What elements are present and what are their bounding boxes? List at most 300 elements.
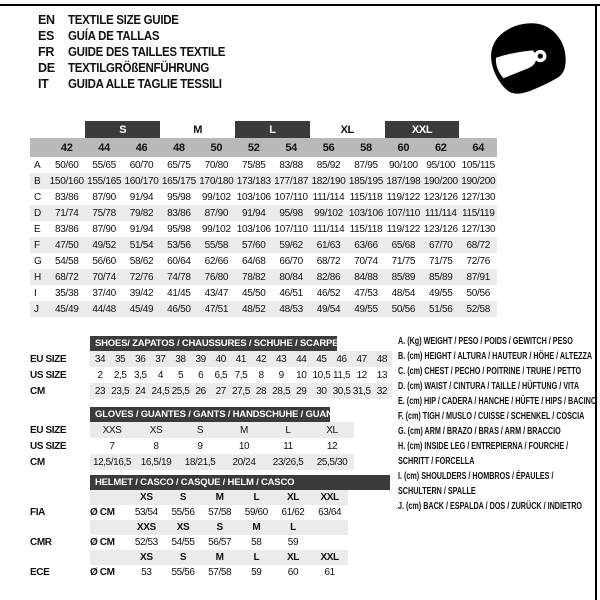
legend-line: SCHRITT / FORCELLA (398, 456, 475, 467)
size-value-cell: 115/118 (349, 191, 383, 203)
size-value-cell: 53/56 (160, 237, 197, 253)
helmet-value-cell: 57/58 (208, 567, 232, 578)
helmet-value-cell: 61 (324, 567, 335, 578)
language-code: DE (38, 61, 55, 75)
size-value-cell: 39/42 (129, 287, 154, 299)
size-value-cell: 59/62 (272, 237, 309, 253)
size-value-cell: 12 (356, 369, 367, 381)
size-value-cell: 91/94 (129, 191, 154, 203)
size-value-cell: 16,5/19 (134, 454, 178, 470)
size-value-cell: 68/72 (48, 269, 85, 285)
size-column-header: 64 (459, 138, 497, 157)
helmet-size-label: XL (275, 490, 312, 505)
helmet-section-header: HELMET / CASCO / CASQUE / HELM / CASCO (90, 475, 390, 490)
helmet-value-cell: 59 (287, 537, 299, 548)
row-letter: C (34, 191, 41, 203)
size-value-cell: 32 (372, 383, 392, 399)
helmet-standard-row (30, 505, 348, 520)
size-column-header: 58 (347, 138, 384, 157)
spacer-cell (30, 121, 85, 138)
diameter-unit-label: Ø CM (90, 567, 115, 578)
size-value-cell: 107/110 (274, 223, 308, 235)
helmet-size-row (30, 550, 348, 565)
size-value-cell: 44/48 (85, 301, 122, 317)
language-row (38, 28, 239, 44)
size-value-cell: 48/54 (391, 287, 416, 299)
size-column-header: 60 (385, 138, 422, 157)
helmet-size-label: XXL (311, 550, 348, 565)
size-value-cell: 79/82 (123, 205, 160, 221)
size-value-cell: 150/160 (48, 173, 85, 189)
size-value-cell: 83/86 (160, 205, 197, 221)
helmet-size-label: L (238, 550, 275, 565)
helmet-value-cell: 55/56 (171, 567, 195, 578)
spacer-cell (459, 121, 497, 138)
size-value-cell: 190/200 (459, 173, 497, 189)
size-value-cell: 185/195 (347, 173, 384, 189)
size-value-cell: 91/94 (235, 205, 272, 221)
size-value-cell: 8 (153, 440, 159, 452)
size-value-cell: 13 (376, 369, 388, 381)
size-value-cell: 41 (231, 351, 251, 367)
helmet-size-label: XS (165, 520, 202, 535)
size-value-cell: 85/89 (385, 269, 422, 285)
size-value-cell: 8 (258, 369, 264, 381)
helmet-size-label: M (238, 520, 275, 535)
language-row (38, 44, 239, 60)
size-row (30, 438, 354, 454)
size-group-row (30, 121, 497, 138)
legend-line: J. (cm) BACK / ESPALDA / DOS / ZURÜCK / INDIETRO (398, 501, 583, 512)
size-value-cell: 20/24 (222, 454, 266, 470)
size-value-cell: 182/190 (310, 173, 347, 189)
helmet-size-label: S (165, 550, 202, 565)
size-value-cell: 48 (372, 351, 392, 367)
size-column-header: 56 (310, 138, 347, 157)
size-column-header: 52 (235, 138, 272, 157)
size-value-cell: 85/92 (316, 159, 341, 171)
size-value-cell: 51/56 (422, 301, 459, 317)
size-value-cell: 30,5 (332, 383, 352, 399)
size-value-cell: 83/86 (54, 223, 79, 235)
size-value-cell: 36 (130, 351, 150, 367)
helmet-value-cell: 53 (141, 567, 152, 578)
size-value-cell: 87/90 (92, 191, 116, 203)
helmet-size-label: L (238, 490, 275, 505)
size-value-cell: 84/88 (347, 269, 384, 285)
size-value-cell: 123/126 (423, 191, 458, 203)
helmet-size-label: XL (275, 550, 312, 565)
language-title: GUIDA ALLE TAGLIE TESSILI (68, 77, 222, 91)
size-value-cell: 50/56 (385, 301, 422, 317)
helmet-value-cell (311, 535, 348, 550)
size-group-label: S (85, 121, 160, 138)
gloves-section (30, 407, 354, 470)
size-value-cell: 39 (191, 351, 211, 367)
language-row (38, 12, 239, 28)
size-value-cell: 51/54 (123, 237, 160, 253)
size-value-cell: 23/26,5 (266, 454, 310, 470)
helmet-size-row (30, 490, 348, 505)
size-value-cell: 71/74 (48, 205, 85, 221)
size-row (30, 383, 392, 399)
helmet-section (30, 475, 390, 580)
size-value-cell: M (222, 422, 266, 438)
helmet-value-cell: 55/56 (171, 507, 195, 518)
size-value-cell: 87/90 (198, 205, 235, 221)
size-value-cell: 47 (352, 351, 372, 367)
size-value-cell: 58/62 (129, 255, 154, 267)
size-value-cell: 46/52 (316, 287, 341, 299)
legend-line: E. (cm) HIP / CADERA / HANCHE / HÜFTE / HIPS / BACINO (398, 396, 597, 407)
size-value-cell: 46 (332, 351, 352, 367)
diameter-unit-label: Ø CM (90, 507, 115, 518)
helmet-size-label: XXS (128, 520, 165, 535)
size-value-cell: 18/21,5 (178, 454, 222, 470)
size-value-cell: 65/75 (167, 159, 191, 171)
measurement-row (30, 189, 497, 205)
size-value-cell: 115/119 (459, 205, 497, 221)
shoes-section-header: SHOES/ ZAPATOS / CHAUSSURES / SCHUHE / SCARPE (90, 336, 337, 351)
racing-helmet-icon (487, 12, 569, 110)
shoes-size-table (30, 351, 392, 399)
size-value-cell: 60/64 (167, 255, 191, 267)
size-value-cell: 65/68 (385, 237, 422, 253)
size-value-cell: 70/80 (204, 159, 229, 171)
spacer-cell (90, 520, 128, 535)
spacer-cell (30, 490, 90, 505)
size-value-cell: 111/114 (312, 191, 345, 203)
size-value-cell: 48/53 (272, 301, 309, 317)
measurement-row (30, 285, 497, 301)
size-value-cell: 103/106 (236, 223, 271, 235)
size-value-cell: 155/165 (85, 173, 122, 189)
helmet-value-cell: 58 (251, 537, 262, 548)
row-letter: H (30, 269, 48, 285)
size-value-cell: 6,5 (214, 369, 228, 381)
size-value-cell: 2,5 (113, 369, 127, 381)
size-value-cell: 45/49 (48, 301, 85, 317)
size-value-cell: 75/85 (241, 159, 266, 171)
size-value-cell: 11 (283, 440, 293, 452)
measurement-row (30, 157, 497, 173)
size-value-cell: 107/110 (385, 205, 422, 221)
size-group-label: XXL (385, 121, 460, 138)
standard-label: ECE (30, 565, 90, 580)
legend-line: B. (cm) HEIGHT / ALTURA / HAUTEUR / HÖHE / ALTEZZA (398, 351, 593, 362)
size-value-cell: 6 (198, 369, 204, 381)
size-value-cell: 12 (326, 440, 338, 452)
size-value-cell: 160/170 (123, 173, 160, 189)
legend-line: G. (cm) ARM / BRAZO / BRAS / ARM / BRACCIO (398, 426, 561, 437)
spacer-cell (30, 138, 48, 157)
size-value-cell: 9 (278, 369, 284, 381)
size-value-cell: 47/50 (48, 237, 85, 253)
size-value-cell: 3,5 (133, 369, 147, 381)
helmet-standard-row (30, 565, 348, 580)
size-value-cell: 80/84 (272, 269, 309, 285)
language-title: TEXTILGRÖßENFÜHRUNG (68, 61, 210, 75)
size-value-cell: 7 (109, 440, 115, 452)
size-value-cell: 29 (291, 383, 311, 399)
helmet-value-cell: 56/57 (208, 537, 232, 548)
top-border-line (0, 4, 600, 6)
size-value-cell: 47/53 (354, 287, 378, 299)
size-value-cell: 177/187 (272, 173, 309, 189)
standard-label: CMR (30, 535, 90, 550)
size-value-cell: 23 (90, 383, 110, 399)
spacer-cell (30, 520, 90, 535)
gloves-section-header: GLOVES / GUANTES / GANTS / HANDSCHUHE / GUANTI (90, 407, 330, 422)
row-letter: D (30, 205, 48, 221)
size-value-cell: 34 (90, 351, 110, 367)
size-value-cell: 55/65 (92, 159, 116, 171)
size-value-cell: 24,5 (150, 383, 170, 399)
row-letter: G (34, 255, 42, 267)
helmet-value-cell: 59 (251, 567, 262, 578)
row-label: US SIZE (30, 438, 90, 454)
size-column-header: 50 (198, 138, 235, 157)
size-value-cell: 10,5 (312, 369, 331, 381)
measurement-row (30, 237, 497, 253)
size-value-cell: 99/102 (201, 223, 231, 235)
size-value-cell: 71/75 (391, 255, 416, 267)
helmet-value-cell: 52/53 (134, 537, 158, 548)
size-value-cell: 42 (251, 351, 271, 367)
size-value-cell: 70/74 (85, 269, 122, 285)
size-value-cell: 55/58 (198, 237, 235, 253)
size-value-cell: 44 (291, 351, 311, 367)
legend-line: A. (Kg) WEIGHT / PESO / POIDS / GEWITCH / PESO (398, 336, 573, 347)
size-value-cell: 68/72 (459, 237, 497, 253)
size-value-cell: 99/102 (310, 205, 347, 221)
language-title: TEXTILE SIZE GUIDE (68, 13, 179, 27)
helmet-value-cell: 60 (287, 567, 299, 578)
size-value-cell: 52/58 (459, 301, 497, 317)
size-value-cell: 68/72 (316, 255, 341, 267)
measurement-row (30, 301, 497, 317)
spacer-cell (90, 550, 128, 565)
size-value-cell: 40 (211, 351, 231, 367)
size-value-cell: 64/68 (241, 255, 266, 267)
language-title-list (38, 12, 239, 92)
legend-line: H. (cm) INSIDE LEG / ENTREPIERNA / FOURCHE / (398, 441, 569, 452)
measurement-row (30, 253, 497, 269)
size-value-cell: 49/55 (347, 301, 384, 317)
size-value-cell: 72/76 (466, 255, 490, 267)
size-value-cell: 45/50 (241, 287, 266, 299)
language-code: EN (38, 13, 55, 27)
size-value-cell: 4 (157, 369, 164, 381)
size-value-cell: 111/114 (422, 205, 459, 221)
size-value-cell: 85/89 (422, 269, 459, 285)
size-value-cell: 50/56 (466, 287, 490, 299)
size-value-cell: 35/38 (54, 287, 79, 299)
textile-size-table (30, 121, 497, 317)
row-letter: A (34, 159, 41, 171)
row-letter: E (34, 223, 41, 235)
helmet-value-cell: 59/60 (244, 507, 268, 518)
row-letter: I (34, 287, 37, 299)
row-label: EU SIZE (30, 422, 90, 438)
size-value-cell: 54/58 (54, 255, 79, 267)
size-value-cell: 37 (150, 351, 170, 367)
size-value-cell: 99/102 (201, 191, 231, 203)
size-value-cell: 43 (271, 351, 291, 367)
helmet-size-label: M (201, 490, 238, 505)
size-value-cell: 71/75 (429, 255, 453, 267)
size-value-cell: 123/126 (423, 223, 458, 235)
size-value-cell: 9 (197, 440, 203, 452)
helmet-value-cell: 61/62 (281, 507, 305, 518)
size-value-cell: XXS (90, 422, 134, 438)
size-value-cell: 187/198 (385, 173, 422, 189)
size-value-cell: 76/80 (198, 269, 235, 285)
size-column-header: 42 (48, 138, 85, 157)
size-column-header: 48 (160, 138, 197, 157)
shoes-section (30, 336, 392, 399)
helmet-size-label: XS (128, 550, 165, 565)
size-value-cell: 115/118 (349, 223, 383, 235)
size-value-cell: 47/51 (198, 301, 235, 317)
helmet-value-cell: 57/58 (208, 507, 232, 518)
size-value-cell: 66/70 (279, 255, 303, 267)
row-label: CM (30, 383, 90, 399)
size-value-cell: 45/49 (123, 301, 160, 317)
size-value-cell: S (178, 422, 222, 438)
size-value-cell: 111/114 (312, 223, 345, 235)
size-value-cell: 28,5 (271, 383, 291, 399)
legend-line: I. (cm) SHOULDERS / HOMBROS / ÉPAULES / (398, 471, 554, 482)
measurement-row (30, 173, 497, 189)
size-row (30, 422, 354, 438)
language-code: ES (38, 29, 55, 43)
row-label: CM (30, 454, 90, 470)
size-value-cell: 67/70 (422, 237, 459, 253)
size-column-header: 44 (85, 138, 122, 157)
helmet-size-table (30, 490, 348, 580)
size-value-cell: 61/63 (310, 237, 347, 253)
size-value-cell: 95/100 (426, 159, 456, 171)
size-value-cell: 28 (251, 383, 271, 399)
legend-line: SCHULTERN / SPALLE (398, 486, 476, 497)
size-value-cell: 31,5 (352, 383, 372, 399)
helmet-standard-row (30, 535, 348, 550)
size-value-cell: 10 (238, 440, 250, 452)
helmet-size-row (30, 520, 348, 535)
size-value-cell: 49/54 (310, 301, 347, 317)
size-value-cell: 41/45 (167, 287, 191, 299)
language-title: GUIDE DES TAILLES TEXTILE (68, 45, 226, 59)
size-column-header: 62 (422, 138, 459, 157)
size-value-cell: 87/95 (354, 159, 378, 171)
size-value-cell: XS (134, 422, 178, 438)
size-value-cell: 37/40 (92, 287, 116, 299)
size-value-cell: 10 (296, 369, 307, 381)
helmet-size-label: XXL (311, 490, 348, 505)
size-value-cell: 25,5/30 (310, 454, 354, 470)
size-value-cell: 62/66 (204, 255, 229, 267)
size-value-cell: 78/82 (235, 269, 272, 285)
row-letter: J (30, 301, 48, 317)
language-code: FR (38, 45, 55, 59)
size-value-cell: 103/106 (347, 205, 384, 221)
size-value-cell: 56/60 (92, 255, 116, 267)
size-value-cell: 70/74 (354, 255, 378, 267)
legend-line: C. (cm) CHEST / PECHO / POITRINE / TRUHE / PETTO (398, 366, 582, 377)
size-value-cell: 25,5 (171, 383, 191, 399)
size-value-cell: 103/106 (236, 191, 271, 203)
size-value-cell: 165/175 (160, 173, 197, 189)
size-value-cell: 49/55 (429, 287, 453, 299)
diameter-unit-label: Ø CM (90, 537, 115, 548)
size-value-cell: 74/78 (160, 269, 197, 285)
size-column-header: 46 (123, 138, 160, 157)
standard-label: FIA (30, 505, 90, 520)
size-value-cell: 7,5 (234, 369, 248, 381)
size-group-label: M (193, 123, 203, 136)
size-value-cell: 38 (171, 351, 191, 367)
size-value-cell: 91/94 (129, 223, 154, 235)
helmet-size-label: S (201, 520, 238, 535)
size-value-cell: XL (310, 422, 354, 438)
measurement-row (30, 205, 497, 221)
spacer-cell (30, 550, 90, 565)
size-value-cell: 173/183 (235, 173, 272, 189)
measurement-row (30, 221, 497, 237)
size-value-cell: 119/122 (386, 223, 421, 235)
size-value-cell: 95/98 (167, 191, 191, 203)
size-group-label: L (235, 121, 310, 138)
size-value-cell: 35 (110, 351, 130, 367)
size-number-row (30, 138, 497, 157)
size-value-cell: 48/52 (235, 301, 272, 317)
size-value-cell: 43/47 (204, 287, 229, 299)
measurement-legend (398, 334, 597, 514)
legend-line: D. (cm) WAIST / CINTURA / TAILLE / HÜFTUNG / VITA (398, 381, 580, 392)
measurement-row (30, 269, 497, 285)
helmet-size-label: L (275, 520, 312, 535)
size-value-cell: 49/52 (85, 237, 122, 253)
size-value-cell: 119/122 (386, 191, 421, 203)
language-title: GUÍA DE TALLAS (68, 29, 160, 43)
size-row (30, 454, 354, 470)
size-value-cell: 82/86 (310, 269, 347, 285)
size-value-cell: 27,5 (231, 383, 251, 399)
size-value-cell: 57/60 (235, 237, 272, 253)
size-value-cell: 72/76 (123, 269, 160, 285)
row-letter: B (30, 173, 48, 189)
size-value-cell: 95/98 (167, 223, 191, 235)
size-value-cell: 87/90 (92, 223, 116, 235)
size-value-cell: 87/91 (459, 269, 497, 285)
size-group-label: XL (340, 123, 354, 136)
size-value-cell: 75/78 (85, 205, 122, 221)
helmet-size-label (311, 520, 348, 535)
size-value-cell: 105/115 (461, 159, 495, 171)
helmet-value-cell: 53/54 (134, 507, 158, 518)
size-value-cell: 95/98 (272, 205, 309, 221)
size-value-cell: 2 (97, 369, 103, 381)
size-value-cell: 46/51 (279, 287, 303, 299)
size-value-cell: 26 (191, 383, 211, 399)
size-value-cell: 63/66 (347, 237, 384, 253)
size-value-cell: 60/70 (129, 159, 154, 171)
size-value-cell: 24 (130, 383, 150, 399)
size-value-cell: 23,5 (110, 383, 130, 399)
size-value-cell: 83/88 (279, 159, 303, 171)
gloves-size-table (30, 422, 354, 470)
